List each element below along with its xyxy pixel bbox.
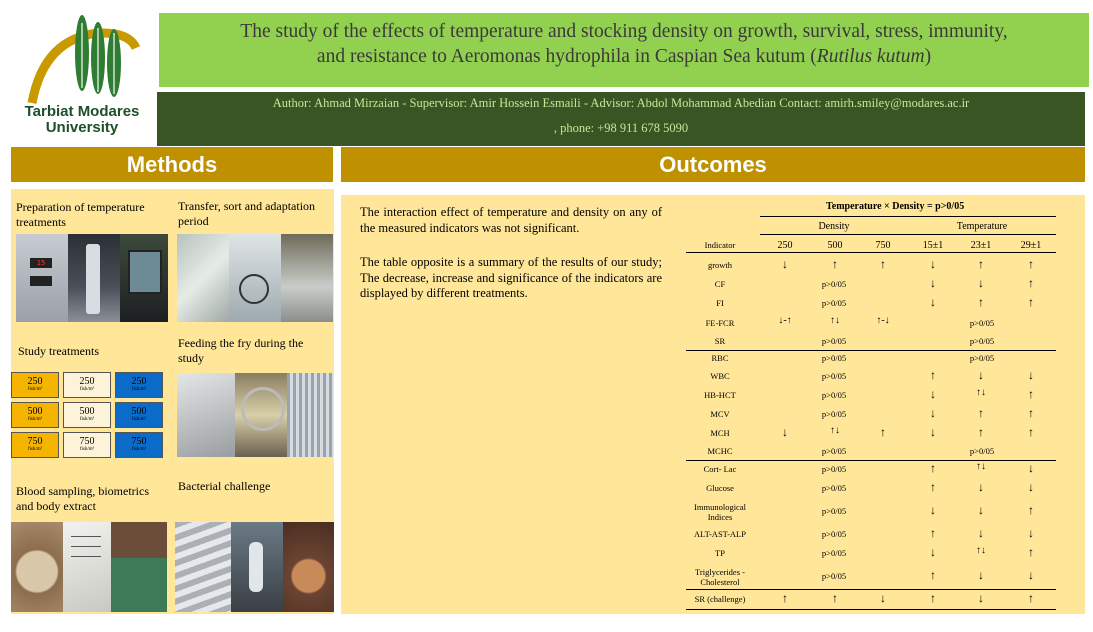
table-pvalue-cell: p>0/05	[821, 571, 847, 581]
table-group-density: Density	[818, 221, 850, 232]
table-rule-section-3	[686, 589, 1056, 590]
table-indicator-cell: HB-HCT	[704, 390, 736, 400]
table-value-cell: ↓	[978, 480, 984, 494]
table-value-cell: ↑	[930, 461, 936, 475]
temperature-photo-1: 15	[16, 234, 68, 322]
table-value-cell: ↑	[930, 568, 936, 582]
table-value-cell: ↑	[978, 406, 984, 420]
table-pvalue-cell: p>0/05	[821, 371, 847, 381]
table-value-cell: ↑	[1028, 545, 1034, 559]
table-pvalue-cell: p>0/05	[821, 279, 847, 289]
table-value-cell: ↓	[930, 257, 936, 271]
table-value-cell: ↓-↑	[778, 315, 792, 326]
tile-density-unit: fish/m³	[131, 417, 147, 422]
table-value-cell: ↓	[930, 276, 936, 290]
table-rule-section-2	[686, 460, 1056, 461]
treatment-tile	[115, 402, 163, 428]
blood-photo-2	[63, 522, 111, 612]
tile-density-value: 250	[79, 376, 95, 387]
tile-density-unit: fish/m³	[131, 447, 147, 452]
tile-density-unit: fish/m³	[27, 387, 43, 392]
table-pvalue-cell: p>0/05	[821, 548, 847, 558]
transfer-photo-3	[281, 234, 333, 322]
table-value-cell: ↓	[930, 503, 936, 517]
author-info	[157, 92, 1085, 146]
tile-density-value: 750	[27, 436, 43, 447]
method-label-blood-sampling: Blood sampling, biometrics and body extract	[16, 484, 149, 513]
treatment-tile	[11, 402, 59, 428]
treatment-tile	[63, 432, 111, 458]
table-value-cell: ↓	[782, 425, 788, 439]
table-value-cell: ↑	[978, 257, 984, 271]
feeding-photo-1	[177, 373, 235, 457]
table-pvalue-cell: p>0/05	[821, 446, 847, 456]
phone-line: , phone: +98 911 678 5090	[553, 121, 689, 135]
treatment-tile	[115, 372, 163, 398]
table-column-header: 500	[827, 240, 843, 251]
title-species: Rutilus kutum	[816, 46, 925, 67]
treatment-tile	[11, 372, 59, 398]
table-value-cell: ↓	[930, 545, 936, 559]
table-value-cell: ↑	[832, 257, 838, 271]
table-indicator-cell: SR (challenge)	[694, 594, 746, 604]
methods-panel	[11, 189, 334, 614]
tile-density-unit: fish/m³	[79, 417, 95, 422]
methods-heading: Methods	[11, 147, 333, 182]
table-indicator-cell: Cort- Lac	[703, 464, 737, 474]
table-pvalue-cell: p>0/05	[821, 298, 847, 308]
table-indicator-cell: FE-FCR	[705, 318, 735, 328]
table-value-cell: ↑	[782, 591, 788, 605]
method-label-temperature: Preparation of temperature treatments	[16, 200, 145, 229]
transfer-photo-2	[229, 234, 281, 322]
table-value-cell: ↓	[930, 406, 936, 420]
treatment-tile	[11, 432, 59, 458]
poster-title	[159, 13, 1089, 87]
tile-density-value: 500	[131, 406, 147, 417]
table-pvalue-cell: p>0/05	[821, 483, 847, 493]
temperature-photo-2	[68, 234, 120, 322]
table-value-cell: ↓	[978, 276, 984, 290]
table-rule-group	[760, 234, 1056, 235]
tile-density-value: 500	[79, 406, 95, 417]
table-rule-top	[760, 216, 1056, 217]
table-pvalue-cell: p>0/05	[969, 446, 995, 456]
feeding-photo-2	[235, 373, 287, 457]
table-value-cell: ↓	[782, 257, 788, 271]
table-indicator-cell: TP	[715, 548, 725, 558]
outcome-paragraph-1: The interaction effect of temperature and density on any of the measured indicators was not significant.	[360, 205, 662, 235]
table-indicator-cell: MCHC	[707, 446, 733, 456]
table-pvalue-cell: p>0/05	[969, 353, 995, 363]
outcomes-heading: Outcomes	[341, 147, 1085, 182]
table-pvalue-cell: p>0/05	[821, 390, 847, 400]
table-group-temperature: Temperature	[956, 221, 1008, 232]
table-indicator-cell: Triglycerides - Cholesterol	[695, 567, 745, 587]
table-rule-bottom	[686, 609, 1056, 610]
table-rule-section-1	[686, 350, 1056, 351]
treatment-tile	[63, 402, 111, 428]
table-value-cell: ↑	[880, 425, 886, 439]
table-value-cell: ↓	[978, 591, 984, 605]
table-pvalue-cell: p>0/05	[821, 353, 847, 363]
tile-density-value: 500	[27, 406, 43, 417]
cypress-tree-logo-icon	[24, 8, 140, 108]
logo-text-line1: Tarbiat Modares	[24, 103, 140, 120]
table-value-cell: ↑	[930, 480, 936, 494]
table-value-cell: ↑↓	[976, 545, 986, 556]
table-value-cell: ↑↓	[830, 425, 840, 436]
table-value-cell: ↑	[1028, 276, 1034, 290]
logo-text-line2: University	[45, 119, 119, 136]
tile-density-unit: fish/m³	[79, 387, 95, 392]
table-value-cell: ↑	[1028, 503, 1034, 517]
table-pvalue-cell: p>0/05	[821, 529, 847, 539]
table-column-header: Indicator	[704, 240, 736, 250]
tile-density-value: 750	[131, 436, 147, 447]
table-value-cell: ↓	[880, 591, 886, 605]
tile-density-unit: fish/m³	[27, 417, 43, 422]
table-value-cell: ↓	[930, 425, 936, 439]
table-value-cell: ↑	[930, 368, 936, 382]
table-value-cell: ↓	[978, 526, 984, 540]
table-value-cell: ↑↓	[830, 315, 840, 326]
table-indicator-cell: RBC	[711, 353, 729, 363]
table-value-cell: ↑	[880, 257, 886, 271]
table-column-header: 29±1	[1020, 240, 1042, 251]
transfer-photo-1	[177, 234, 229, 322]
method-label-bacterial: Bacterial challenge	[178, 479, 271, 493]
author-line: Author: Ahmad Mirzaian - Supervisor: Amir Hossein Esmaili - Advisor: Abdol Mohammad Abedian Contact: amirh.smiley@modares.ac.ir	[272, 96, 970, 110]
university-logo	[8, 8, 156, 140]
table-pvalue-cell: p>0/05	[969, 318, 995, 328]
table-indicator-cell: WBC	[710, 371, 730, 381]
tile-density-unit: fish/m³	[27, 447, 43, 452]
method-label-transfer: Transfer, sort and adaptation period	[178, 199, 316, 228]
outcomes-panel	[341, 195, 1085, 614]
table-column-header: 750	[875, 240, 891, 251]
challenge-photo-3	[283, 522, 334, 612]
table-indicator-cell: SR	[714, 336, 726, 346]
table-value-cell: ↑	[1028, 591, 1034, 605]
table-value-cell: ↓	[978, 568, 984, 582]
table-value-cell: ↓	[930, 295, 936, 309]
table-pvalue-cell: p>0/05	[821, 506, 847, 516]
table-pvalue-cell: p>0/05	[821, 409, 847, 419]
tile-density-value: 250	[27, 376, 43, 387]
treatment-tile	[115, 432, 163, 458]
table-value-cell: ↑-↓	[876, 315, 890, 326]
method-label-feeding: Feeding the fry during the study	[178, 336, 304, 365]
feeding-photo-3	[287, 373, 333, 457]
table-pvalue-cell: p>0/05	[821, 464, 847, 474]
table-indicator-cell: Glucose	[706, 483, 734, 493]
treatment-tile	[63, 372, 111, 398]
table-column-header: 15±1	[922, 240, 944, 251]
table-indicator-cell: MCH	[710, 428, 730, 438]
blood-photo-3	[111, 522, 167, 612]
table-value-cell: ↑	[1028, 406, 1034, 420]
challenge-photo-1	[175, 522, 231, 612]
table-value-cell: ↑	[1028, 387, 1034, 401]
tile-density-unit: fish/m³	[131, 387, 147, 392]
table-value-cell: ↑	[1028, 295, 1034, 309]
blood-photo-1	[11, 522, 63, 612]
table-value-cell: ↓	[1028, 526, 1034, 540]
table-value-cell: ↑	[1028, 257, 1034, 271]
table-indicator-cell: ALT-AST-ALP	[694, 529, 746, 539]
tile-density-unit: fish/m³	[79, 447, 95, 452]
table-value-cell: ↑	[930, 526, 936, 540]
table-rule-header	[686, 252, 1056, 253]
table-indicator-cell: MCV	[710, 409, 730, 419]
table-value-cell: ↓	[1028, 368, 1034, 382]
tile-density-value: 750	[79, 436, 95, 447]
title-close-paren: )	[924, 46, 932, 67]
temperature-photo-3	[120, 234, 168, 322]
table-pvalue-cell: p>0/05	[821, 336, 847, 346]
tile-density-value: 250	[131, 376, 147, 387]
table-value-cell: ↓	[1028, 568, 1034, 582]
table-value-cell: ↑	[930, 591, 936, 605]
table-column-header: 250	[777, 240, 793, 251]
table-value-cell: ↓	[1028, 480, 1034, 494]
table-value-cell: ↑↓	[976, 461, 986, 472]
table-value-cell: ↓	[978, 503, 984, 517]
table-value-cell: ↓	[1028, 461, 1034, 475]
table-indicator-cell: Immunological Indices	[694, 502, 746, 522]
table-indicator-cell: growth	[707, 260, 733, 270]
table-value-cell: ↓	[978, 368, 984, 382]
method-label-treatments: Study treatments	[18, 344, 99, 358]
table-column-header: 23±1	[970, 240, 992, 251]
outcome-paragraph-2: The table opposite is a summary of the results of our study; The decrease, increase and significance of the indicators are displayed by different treatments.	[360, 255, 662, 300]
table-value-cell: ↑	[978, 295, 984, 309]
title-line1: The study of the effects of temperature and stocking density on growth, survival, stress, immunity,	[240, 21, 1008, 42]
challenge-photo-2	[231, 522, 283, 612]
table-pvalue-cell: p>0/05	[969, 336, 995, 346]
title-line2: and resistance to Aeromonas hydrophila in Caspian Sea kutum (	[316, 46, 817, 67]
table-value-cell: ↑	[1028, 425, 1034, 439]
table-value-cell: ↓	[930, 387, 936, 401]
table-value-cell: ↑	[832, 591, 838, 605]
table-title: Temperature × Density = p>0/05	[826, 201, 965, 212]
table-indicator-cell: FI	[716, 298, 724, 308]
table-indicator-cell: CF	[714, 279, 726, 289]
table-value-cell: ↑↓	[976, 387, 986, 398]
table-value-cell: ↑	[978, 425, 984, 439]
